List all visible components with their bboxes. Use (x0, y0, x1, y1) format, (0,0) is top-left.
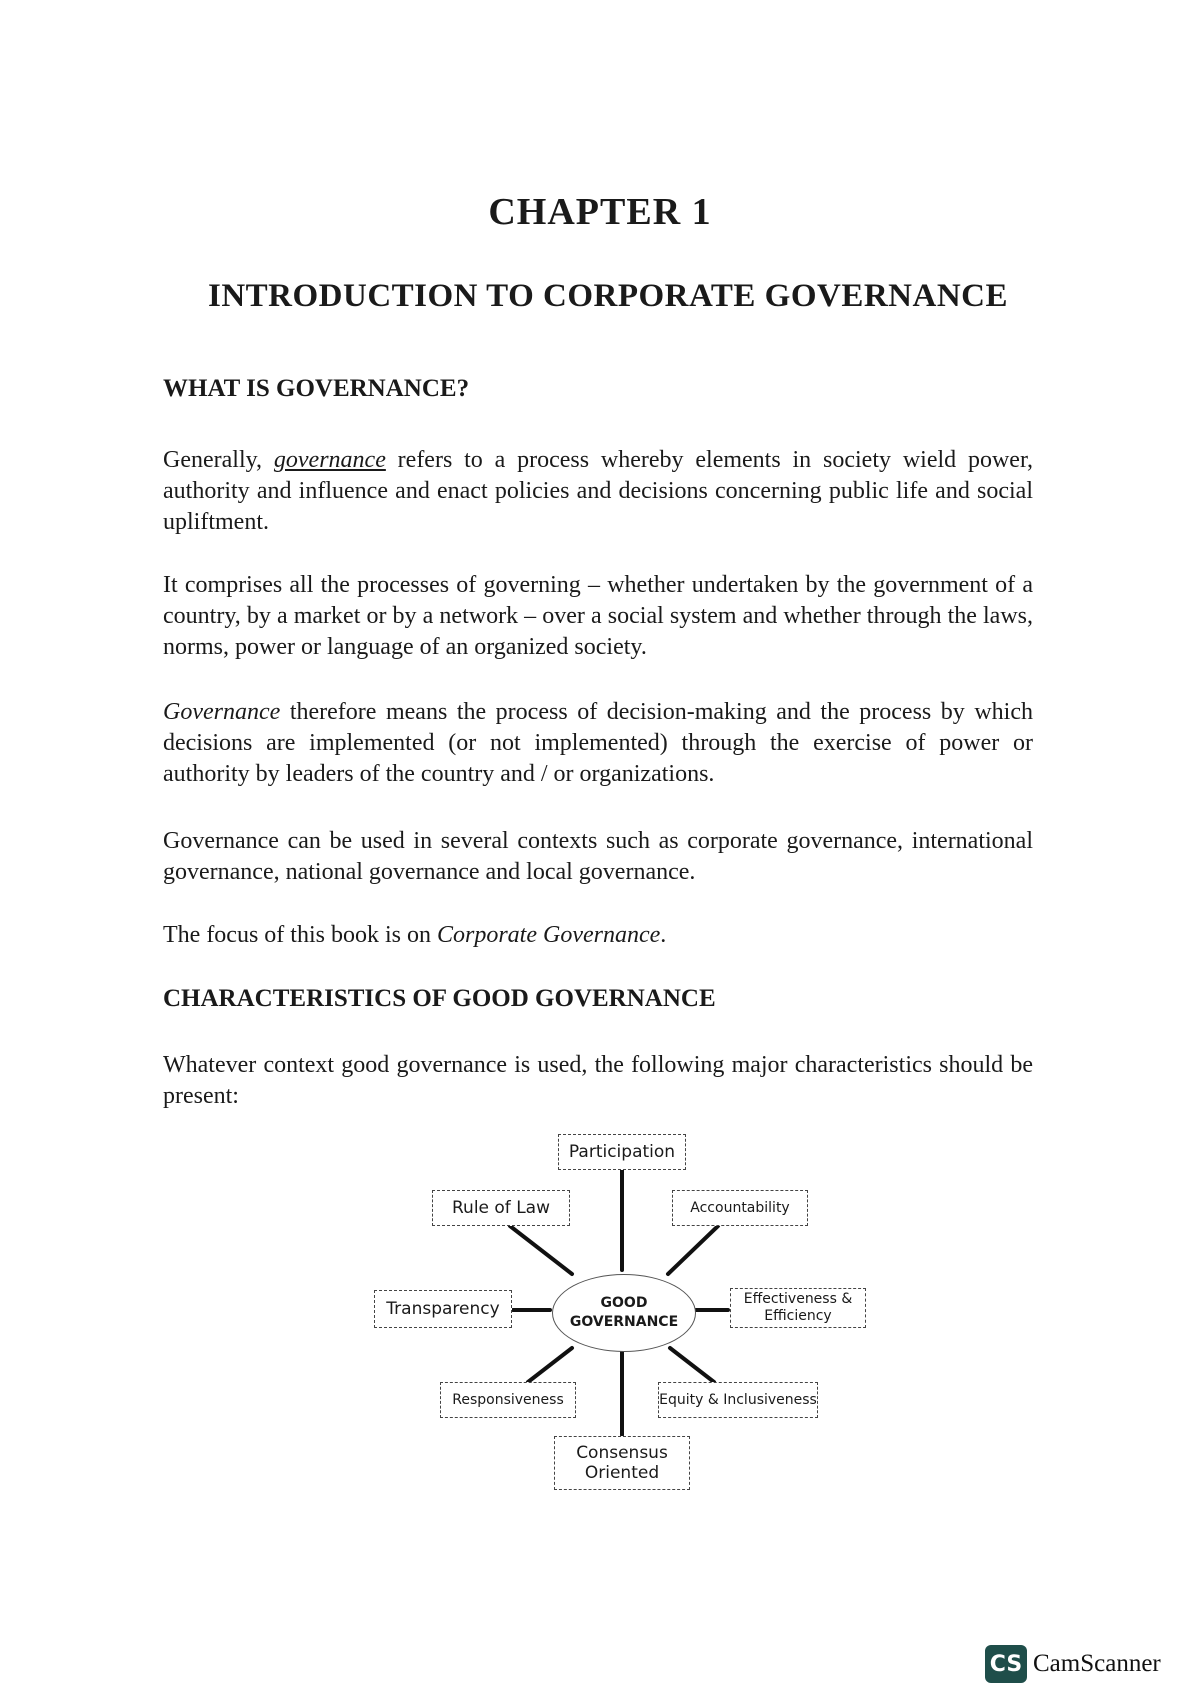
paragraph-processes: It comprises all the processes of governing – whether undertaken by the government of a country, by a market or by a network – over a social system and whether through the laws, norms, power or language of an organized society. (163, 572, 1033, 660)
box-consensus-oriented (554, 1436, 690, 1490)
effectiveness-line-1: Effectiveness & (743, 1291, 853, 1307)
camscanner-watermark (985, 1645, 1161, 1683)
paragraph-text: therefore means the process of decision-making and the process by which decisions are implemented (or not implemented) through the exercise of power or authority by leaders of the country and / or organizations. (163, 699, 1033, 787)
paragraph-text: Generally, (163, 447, 274, 473)
box-equity-inclusiveness: Equity & Inclusiveness (658, 1382, 818, 1418)
center-line-2: GOVERNANCE (569, 1314, 679, 1330)
box-responsiveness: Responsiveness (440, 1382, 576, 1418)
box-rule-of-law: Rule of Law (432, 1190, 570, 1226)
connector-equity (670, 1348, 714, 1382)
section-heading-what-is-governance: WHAT IS GOVERNANCE? (163, 375, 470, 402)
term-corporate-governance: Corporate Governance (436, 922, 661, 948)
camscanner-brand: CamScanner (1033, 1650, 1161, 1677)
center-good-governance (552, 1274, 696, 1352)
effectiveness-line-2: Efficiency (764, 1308, 832, 1324)
paragraph-text: refers to a process whereby elements in society wield power, authority and influence and enact policies and decisions concerning public life and social upliftment. (163, 447, 1033, 535)
paragraph-text: . (660, 922, 667, 948)
camscanner-logo-icon: CS (985, 1645, 1027, 1683)
paragraph-focus (163, 920, 1033, 951)
consensus-line-2: Oriented (584, 1463, 660, 1483)
connector-rule-of-law (510, 1226, 572, 1274)
connector-accountability (668, 1226, 718, 1274)
consensus-line-1: Consensus (576, 1443, 668, 1463)
paragraph-decision-making (163, 697, 1033, 790)
chapter-title: INTRODUCTION TO CORPORATE GOVERNANCE (207, 278, 1008, 314)
term-governance: governance (273, 447, 386, 473)
connector-responsiveness (528, 1348, 572, 1382)
box-accountability-label: Accountability (690, 1199, 790, 1216)
paragraph-text: The focus of this book is on (163, 922, 437, 948)
box-effectiveness-efficiency (730, 1288, 866, 1328)
box-participation: Participation (558, 1134, 686, 1170)
center-line-1: GOOD (600, 1295, 648, 1311)
paragraph-characteristics-intro: Whatever context good governance is used, the following major characteristics should be present: (163, 1052, 1033, 1109)
section-heading-characteristics: CHARACTERISTICS OF GOOD GOVERNANCE (163, 985, 716, 1012)
box-transparency: Transparency (374, 1290, 512, 1328)
paragraph-definition (163, 445, 1033, 538)
box-accountability (672, 1190, 808, 1226)
term-governance-italic: Governance (163, 699, 281, 725)
chapter-number: CHAPTER 1 (488, 191, 712, 233)
paragraph-contexts: Governance can be used in several contexts such as corporate governance, international governance, national governance and local governance. (163, 828, 1033, 885)
good-governance-diagram (360, 1130, 880, 1500)
